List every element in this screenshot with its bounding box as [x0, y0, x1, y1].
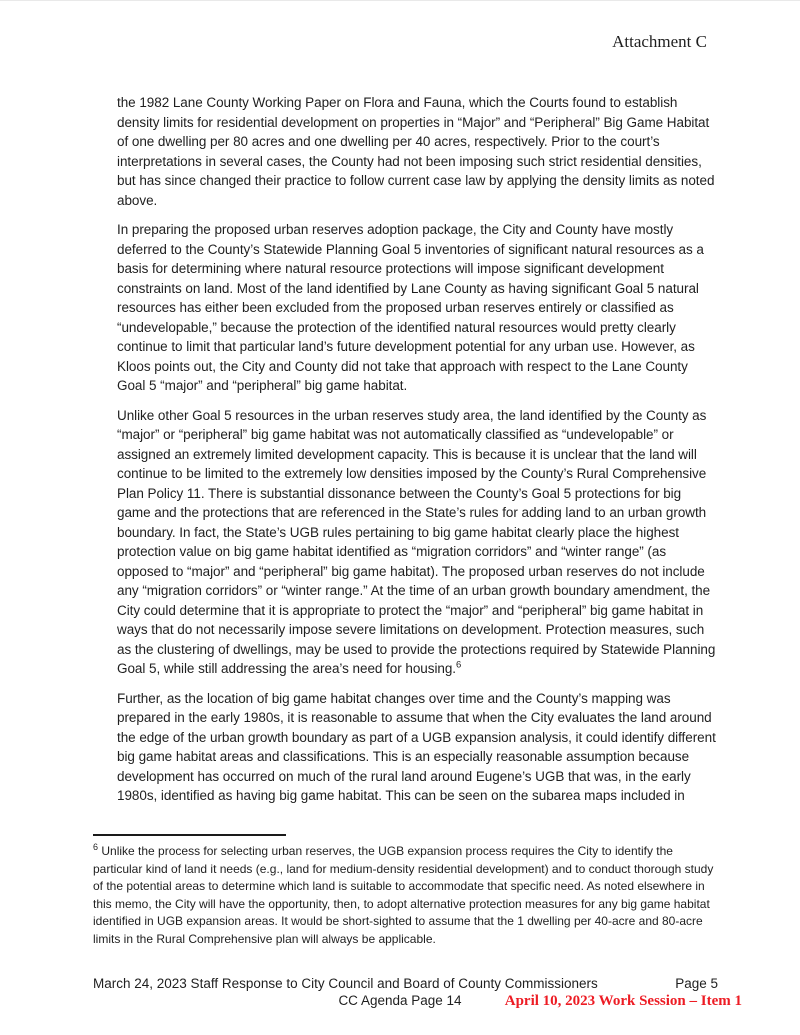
document-body — [117, 93, 717, 816]
paragraph: In preparing the proposed urban reserves adoption package, the City and County have mostly deferred to the County’s Statewide Planning Goal 5 inventories of significant natural resources as a basis for determining where natural resource protections will impose significant development constraints on land. Most of the land identified by Lane County as having significant Goal 5 natural resources has either been excluded from the proposed urban reserves entirely or classified as “undevelopable,” because the protection of the identified natural resources would pretty clearly continue to limit that particular land’s future development potential for any urban use. However, as Kloos points out, the City and County did not take that approach with respect to the Lane County Goal 5 “major” and “peripheral” big game habitat. — [117, 222, 704, 393]
page-number: Page 5 — [675, 976, 718, 991]
footnote-text: Unlike the process for selecting urban reserves, the UGB expansion process requires the City to identify the particular kind of land it needs (e.g., land for medium-density residential development) and to conduct thorough study of the potential areas to determine which land is suitable to accommodate that specific need. As noted elsewhere in this memo, the City will have the opportunity, then, to adopt alternative protection measures for any big game habitat identified in UGB expansion areas. It would be short-sighted to assume that the 1 dwelling per 40-acre and 80-acre limits in the Rural Comprehensive plan will always be applicable. — [93, 844, 714, 946]
footer-row-2 — [0, 993, 800, 1010]
work-session-stamp: April 10, 2023 Work Session – Item 1 — [504, 993, 742, 1009]
footnote-reference: 6 — [456, 659, 462, 671]
attachment-label: Attachment C — [612, 32, 707, 51]
paragraph — [117, 406, 717, 679]
paragraph-text: Unlike other Goal 5 resources in the urban reserves study area, the land identified by the County as “major” or “peripheral” big game habitat was not automatically classified as “undevelopable” or assigned an extremely limited development capacity. This is because it is unclear that the land will continue to be limited to the extremely low densities imposed by the County’s Rural Comprehensive Plan Policy 11. There is substantial dissonance between the County’s Goal 5 protections for big game and the protections that are referenced in the State’s rules for adding land to an urban growth boundary. In fact, the State’s UGB rules pertaining to big game habitat clearly place the highest protection value on big game habitat identified as “migration corridors” and “winter range” (as opposed to “major” and “peripheral” big game habitat). The proposed urban reserves do not include any “migration corridors” or “winter range.” At the time of an urban growth boundary amendment, the City could determine that it is appropriate to protect the “major” and “peripheral” big game habitat in ways that do not necessarily impose severe limitations on development. Protection measures, such as the clustering of dwellings, may be used to provide the protections required by Statewide Planning Goal 5, while still addressing the area’s need for housing. — [117, 407, 716, 676]
paragraph: the 1982 Lane County Working Paper on Flora and Fauna, which the Courts found to establish density limits for residential development on properties in “Major” and “Peripheral” Big Game Habitat of one dwelling per 80 acres and one dwelling per 40 acres, respectively. Prior to the court’s interpretations in several cases, the County had not been imposing such strict residential densities, but has since changed their practice to follow current case law by applying the density limits as noted above. — [117, 95, 715, 208]
footnote-marker: 6 — [93, 842, 99, 852]
footnote-divider — [93, 834, 286, 836]
agenda-page-label: CC Agenda Page 14 — [338, 993, 462, 1008]
footer-document-title: March 24, 2023 Staff Response to City Council and Board of County Commissioners — [93, 976, 598, 991]
footer-row-1 — [0, 976, 800, 993]
footnote-section — [93, 834, 720, 948]
paragraph: Further, as the location of big game habitat changes over time and the County’s mapping was prepared in the early 1980s, it is reasonable to assume that when the City evaluates the land around the edge of the urban growth boundary as part of a UGB expansion analysis, it could identify different big game habitat areas and classifications. This is an especially reasonable assumption because development has occurred on much of the rural land around Eugene’s UGB that was, in the early 1980s, identified as having big game habitat. This can be seen on the subarea maps included in — [117, 690, 716, 803]
page-footer — [0, 976, 800, 1010]
footnote — [93, 843, 720, 948]
